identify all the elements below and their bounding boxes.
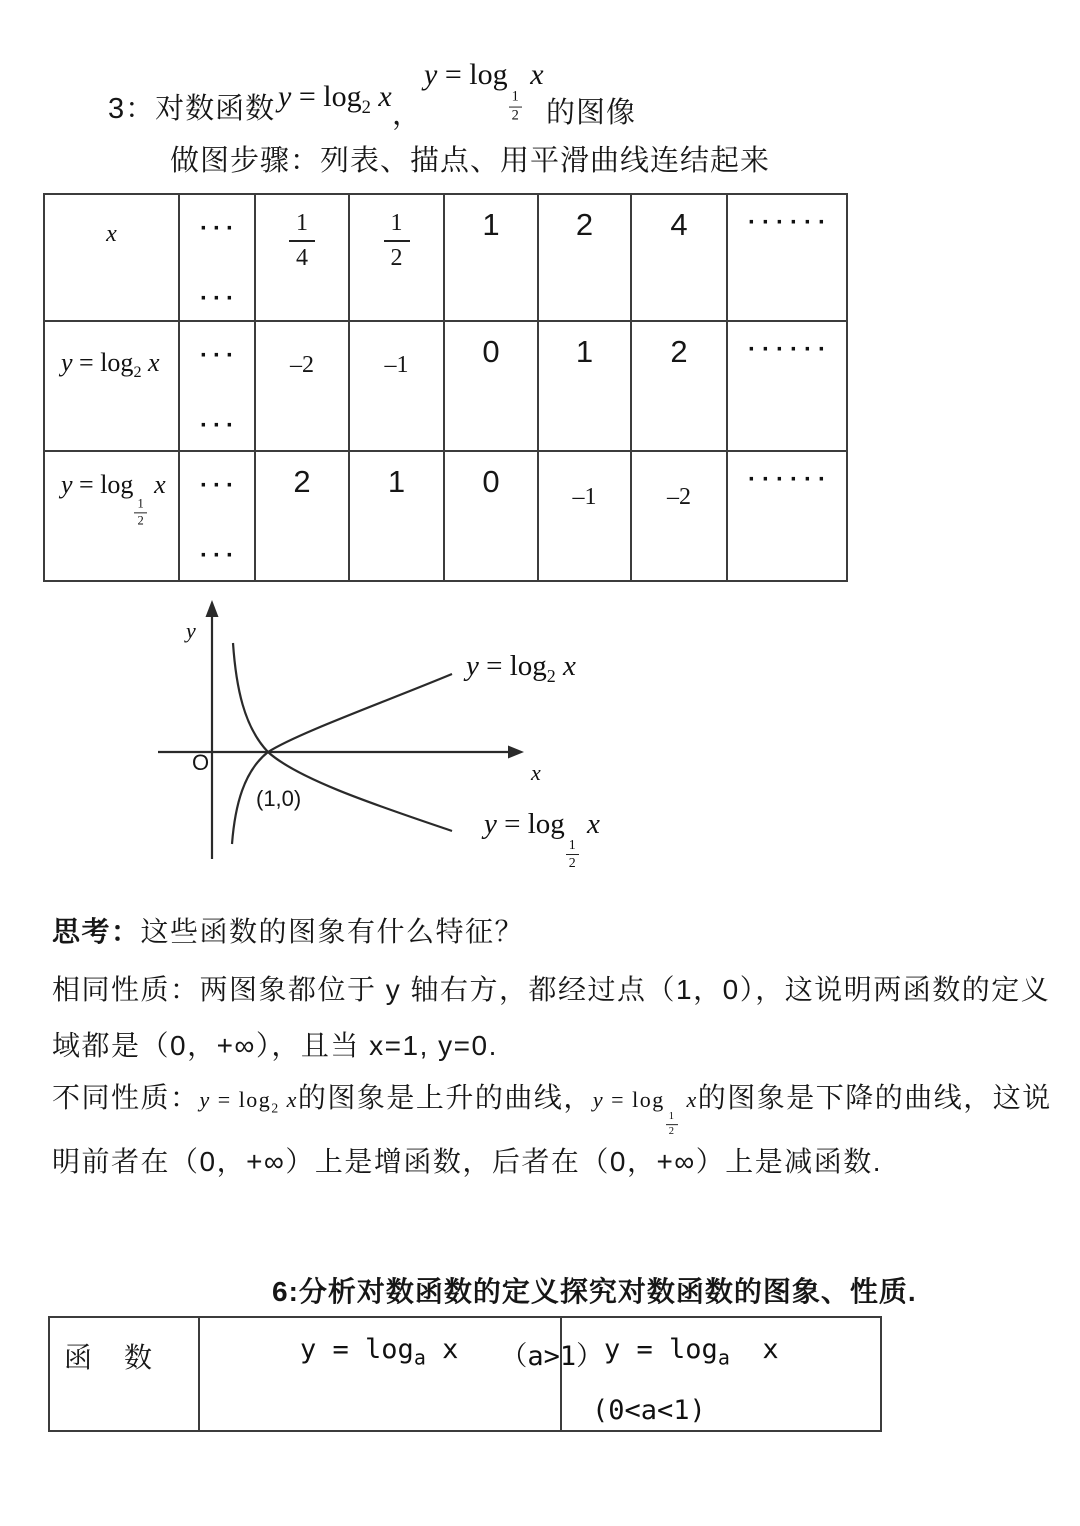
y-value: –2 — [290, 352, 314, 378]
y-value: 0 — [482, 464, 500, 499]
title-formula-log2: $y = \log_2 x$ — [278, 80, 392, 118]
diff-properties-line1 — [52, 1076, 1052, 1137]
same-properties-line1: 相同性质：两图象都位于 y 轴右方，都经过点（1，0），这说明两函数的定义 — [52, 974, 1051, 1005]
formula-loga-lt1: $y = \log_a x$ — [604, 1334, 779, 1370]
y-value: 1 — [575, 334, 594, 369]
table-row-log-half — [44, 451, 847, 581]
value-table — [43, 193, 848, 582]
loga-decreasing-cell — [562, 1318, 880, 1426]
same-properties-line2: 域都是（0，+∞），且当 x=1, y=0. — [52, 1030, 498, 1061]
function-definition-table — [48, 1316, 882, 1432]
row-log-half-label: y = log $\frac{1}{2}$ x — [61, 470, 166, 528]
title-comma: ， — [392, 99, 423, 131]
x-value: 1 — [482, 207, 500, 242]
y-value: 2 — [293, 464, 311, 499]
log2-curve-label: $y = \log_2 x$ — [466, 650, 576, 686]
row-x-label: x — [106, 221, 117, 247]
ellipsis-cell: ··· ··· — [200, 342, 239, 439]
section3-title-suffix: 的图像 — [546, 97, 637, 129]
ellipsis-cell: ······ — [748, 209, 832, 236]
ellipsis-cell: ······ — [748, 466, 832, 493]
think-text: 这些函数的图象有什么特征？ — [140, 916, 525, 947]
x-axis-arrowhead — [508, 746, 524, 759]
think-lead: 思考： — [52, 916, 141, 947]
x-axis-label: x — [531, 760, 541, 785]
y-value: –1 — [572, 484, 597, 510]
table-row-x — [44, 194, 847, 321]
row-log2-label: $y = \log_2 x$ — [61, 348, 160, 382]
ellipsis-cell: ······ — [748, 336, 832, 363]
title-formula-log-half: y = log $\frac{1}{2}$ x — [424, 58, 544, 124]
log2-curve — [232, 674, 452, 844]
ellipsis-cell: ··· ··· — [200, 472, 239, 569]
condition-0-lt-a-lt-1: (0<a<1) — [592, 1395, 706, 1427]
diff-mid2: 的图象是下降的曲线，这说 — [697, 1082, 1052, 1113]
table-row-function — [49, 1317, 881, 1431]
table-row-log2 — [44, 321, 847, 451]
condition-a-gt-1: （a>1） — [500, 1341, 604, 1372]
y-value: 2 — [670, 334, 688, 369]
log-half-curve-label: y = log $\frac{1}{2}$ x — [484, 808, 600, 872]
loga-increasing-cell — [200, 1318, 604, 1373]
diff-lead: 不同性质： — [52, 1082, 200, 1113]
formula-loga-gt1: $y = \log_a x$ — [300, 1334, 459, 1370]
y-value: 0 — [482, 334, 500, 369]
y-value: –1 — [384, 352, 409, 378]
x-value: 4 — [670, 207, 688, 242]
origin-label: O — [192, 750, 210, 775]
x-value: 2 — [575, 207, 594, 242]
fraction-one-half: $\frac{1}{2}$ — [350, 195, 443, 273]
section3-title-prefix: 3：对数函数 — [108, 93, 276, 125]
inline-formula-log-half: y = log $\frac{1}{2}$ x — [592, 1087, 698, 1137]
diff-mid1: 的图象是上升的曲线， — [297, 1082, 593, 1113]
y-value: 1 — [387, 464, 406, 499]
ellipsis-cell: ··· ··· — [200, 215, 239, 312]
inline-formula-log2: $y = \log_2 x$ — [199, 1087, 298, 1116]
diff-properties-line2: 明前者在（0，+∞）上是增函数，后者在（0，+∞）上是减函数. — [52, 1146, 883, 1177]
y-value: –2 — [667, 484, 691, 510]
y-axis-arrowhead — [206, 600, 219, 617]
plot-steps-subtitle: 做图步骤：列表、描点、用平滑曲线连结起来 — [170, 145, 771, 177]
y-axis-label: y — [186, 618, 196, 643]
fraction-one-quarter: $\frac{1}{4}$ — [256, 195, 348, 273]
section6-heading: 6:分析对数函数的定义探究对数函数的图象、性质. — [272, 1276, 917, 1307]
think-paragraph — [52, 910, 524, 950]
point-1-0-label: (1,0) — [256, 786, 302, 811]
function-header-label: 函 数 — [64, 1342, 155, 1373]
